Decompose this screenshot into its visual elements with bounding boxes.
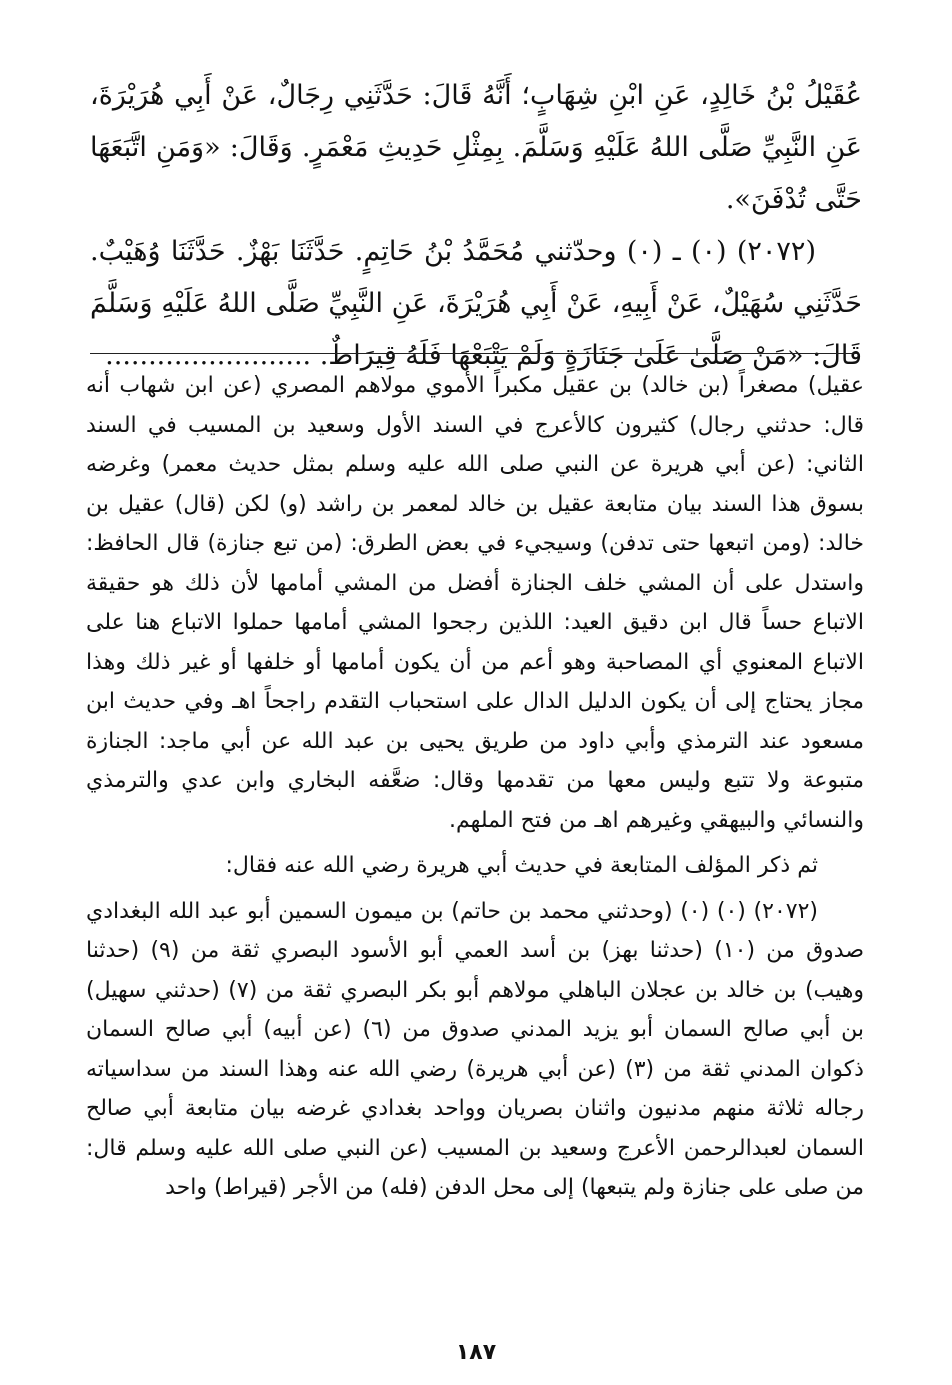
hadith-paragraph-2: (٢٠٧٢) (٠) ـ (٠) وحدّثني مُحَمَّدُ بْنُ حَاتِمٍ. حَدَّثَنَا بَهْزٌ. حَدَّثَنَا وُهَيْبٌ. حَدَّثَنِي سُهَيْلٌ، عَنْ أَبِيهِ، عَنْ أَبِي هُرَيْرَةَ، عَنِ النَّبِيِّ صَلَّى اللهُ عَلَيْهِ وَسَلَّمَ قَالَ: «مَنْ صَلَّىٰ عَلَىٰ جَنَازَةٍ وَلَمْ يَتْبَعْهَا فَلَهُ قِيرَاطٌ. ........................: [90, 236, 862, 371]
commentary-paragraph-1: عقيل) مصغراً (بن خالد) بن عقيل مكبراً الأموي مولاهم المصري (عن ابن شهاب أنه قال: حدثني رجال) كثيرون كالأعرج في السند الأول وسعيد بن المسيب في السند الثاني: (عن أبي هريرة عن النبي صلى الله عليه وسلم بمثل حديث معمر) وغرضه بسوق هذا السند بيان متابعة عقيل بن خالد لمعمر بن راشد (و) لكن (قال) عقيل بن خالد: (ومن اتبعها حتى تدفن) وسيجيء في بعض الطرق: (من تبع جنازة) قال الحافظ: واستدل على أن المشي خلف الجنازة أفضل من المشي أمامها لأن ذلك هو حقيقة الاتباع حساً قال ابن دقيق العيد: اللذين رجحوا المشي أمامها حملوا الاتباع هنا على الاتباع المعنوي أي المصاحبة وهو أعم من أن يكون أمامها أو خلفها أو غير ذلك وهذا مجاز يحتاج إلى أن يكون الدليل الدال على استحباب التقدم راجحاً اهـ وفي حديث ابن مسعود عند الترمذي وأبي داود من طريق يحيى بن عبد الله عن أبي ماجد: الجنازة متبوعة ولا تتبع وليس معها من تقدمها وقال: ضعَّفه البخاري وابن عدي والترمذي والنسائي والبيهقي وغيرهم اهـ من فتح الملهم.: [86, 373, 864, 833]
footnote-divider: [90, 353, 857, 354]
commentary-block: [86, 366, 864, 1208]
commentary-paragraph-3: (٢٠٧٢) (٠) (٠) (وحدثني محمد بن حاتم) بن ميمون السمين أبو عبد الله البغدادي صدوق من (١٠) (حدثنا بهز) بن أسد العمي أبو الأسود البصري ثقة من (٩) (حدثنا وهيب) بن خالد بن عجلان الباهلي مولاهم أبو بكر البصري ثقة من (٧) (حدثني سهيل) بن أبي صالح السمان أبو يزيد المدني صدوق من (٦) (عن أبيه) أبي صالح السمان ذكوان المدني ثقة من (٣) (عن أبي هريرة) رضي الله عنه وهذا السند من سداسياته رجاله ثلاثة منهم مدنيون واثنان بصريان وواحد بغدادي غرضه بيان متابعة أبي صالح السمان لعبدالرحمن الأعرج وسعيد بن المسيب (عن النبي صلى الله عليه وسلم قال: من صلى على جنازة ولم يتبعها) إلى محل الدفن (فله) من الأجر (قيراط) واحد: [86, 898, 865, 1200]
page-number: ١٨٧: [455, 1340, 497, 1365]
hadith-text-block: [90, 70, 862, 382]
hadith-paragraph-1: عُقَيْلُ بْنُ خَالِدٍ، عَنِ ابْنِ شِهَابٍ؛ أَنَّهُ قَالَ: حَدَّثَنِي رِجَالٌ، عَنْ أَبِي هُرَيْرَةَ، عَنِ النَّبِيِّ صَلَّى اللهُ عَلَيْهِ وَسَلَّمَ. بِمِثْلِ حَدِيثِ مَعْمَرٍ. وَقَالَ: «وَمَنِ اتَّبَعَهَا حَتَّى تُدْفَنَ».: [90, 80, 862, 215]
commentary-paragraph-2: ثم ذكر المؤلف المتابعة في حديث أبي هريرة رضي الله عنه فقال:: [225, 853, 818, 878]
